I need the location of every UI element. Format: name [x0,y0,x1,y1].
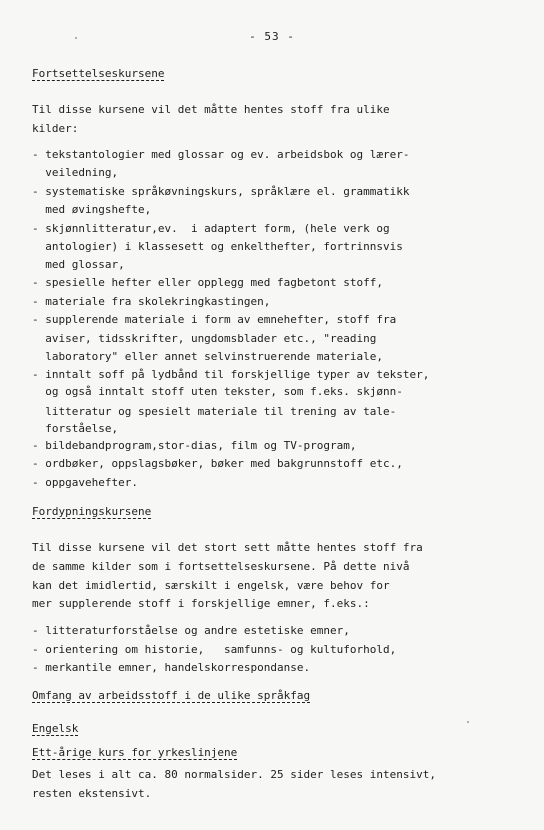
section-heading: Fortsettelseskursene [32,67,165,80]
section-heading: Fordypningskursene [32,505,152,518]
list-item: - spesielle hefter eller opplegg med fagbetont stoff, [32,276,383,289]
section-heading: Omfang av arbeidsstoff i de ulike språkfag [32,689,311,702]
list-item: - bildebandprogram,stor-dias, film og TV-program, [32,439,357,452]
list-item: - oppgavehefter. [32,476,138,489]
list-item: laboratory" eller annet selvinstruerende materiale, [32,350,383,363]
subheading: Ett-årige kurs for yrkeslinjene [32,746,238,759]
scan-speck [75,37,77,39]
list-item: - inntalt soff på lydbånd til forskjellige typer av tekster, [32,368,430,381]
list-item: - tekstantologier med glossar og ev. arbeidsbok og lærer- [32,148,410,161]
list-item: - orientering om historie, samfunns- og kultuforhold, [32,643,397,656]
list-item: - skjønnlitteratur,ev. i adaptert form, (hele verk og [32,222,390,235]
list-item: - materiale fra skolekringkastingen, [32,295,271,308]
paragraph-line: Det leses i alt ca. 80 normalsider. 25 sider leses intensivt, [32,768,436,781]
list-item: - merkantile emner, handelskorrespondanse. [32,661,311,674]
paragraph-line: Til disse kursene vil det stort sett måtte hentes stoff fra [32,541,423,554]
list-item: - ordbøker, oppslagsbøker, bøker med bakgrunnstoff etc., [32,457,403,470]
list-item: - supplerende materiale i form av emnehefter, stoff fra [32,313,397,326]
list-item: antologier) i klassesett og enkelthefter, fortrinnsvis [32,240,403,253]
list-item: med glossar, [32,258,125,271]
paragraph-line: kan det imidlertid, særskilt i engelsk, være behov for [32,579,390,592]
list-item: - litteraturforståelse og andre estetiske emner, [32,624,350,637]
list-item: og også inntalt stoff uten tekster, som f.eks. skjønn- [32,385,403,398]
list-item: med øvingshefte, [32,203,152,216]
page-number: - 53 - [249,30,295,43]
paragraph-line: mer supplerende stoff i forskjellige emner, f.eks.: [32,597,370,610]
subject-heading: Engelsk [32,722,79,735]
list-item: aviser, tidsskrifter, ungdomsblader etc., "reading [32,332,377,345]
paragraph-line: resten ekstensivt. [32,787,152,800]
scan-speck [467,721,469,723]
paragraph-line: de samme kilder som i fortsettelseskursene. På dette nivå [32,560,410,573]
list-item: - systematiske språkøvningskurs, språklære el. grammatikk [32,185,410,198]
paragraph-line: Til disse kursene vil det måtte hentes stoff fra ulike [32,103,390,116]
list-item: forståelse, [32,422,119,435]
list-item: litteratur og spesielt materiale til trening av tale- [32,405,397,418]
list-item: veiledning, [32,166,119,179]
paragraph-line: kilder: [32,122,79,135]
